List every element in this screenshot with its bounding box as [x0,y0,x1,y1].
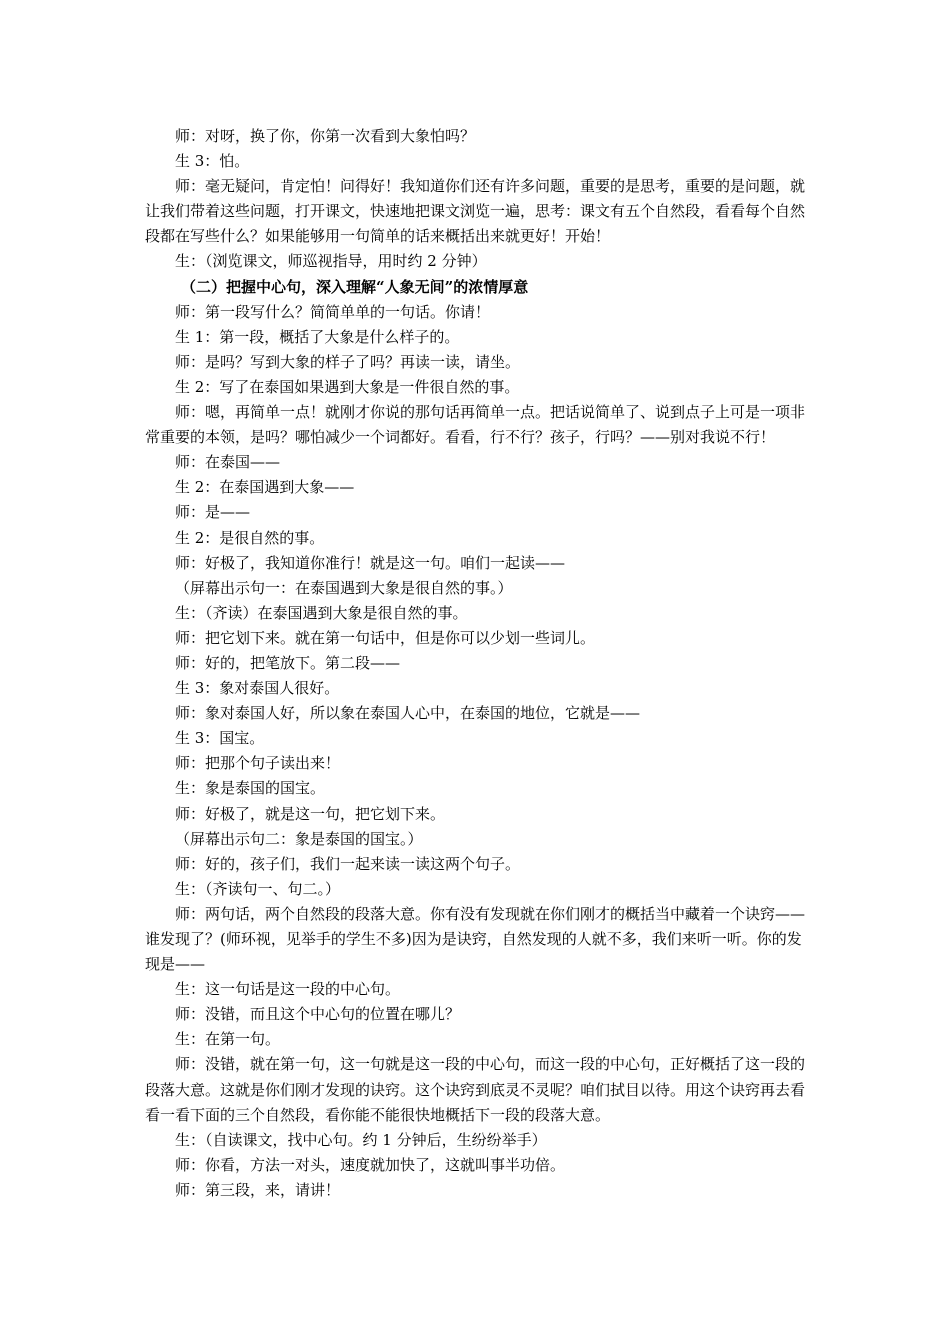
dialogue-paragraph: 师：你看，方法一对头，速度就加快了，这就叫事半功倍。 [175,1155,566,1174]
dialogue-paragraph: 生：（浏览课文，师巡视指导，用时约 2 分钟） [175,252,487,271]
dialogue-paragraph: 师：在泰国—— [175,453,281,472]
dialogue-paragraph: 师：把那个句子读出来！ [175,754,341,773]
dialogue-paragraph: 生：在第一句。 [175,1030,281,1049]
dialogue-paragraph: 生：（齐读句一、句二。） [175,879,341,898]
dialogue-paragraph: 师：是—— [175,503,251,522]
document-body [145,124,810,1203]
dialogue-paragraph: 师：好极了，我知道你准行！就是这一句。咱们一起读—— [175,553,566,572]
dialogue-paragraph: 生 3：国宝。 [175,729,265,748]
dialogue-paragraph: 生 1：第一段，概括了大象是什么样子的。 [175,327,460,346]
dialogue-paragraph: 生 2：写了在泰国如果遇到大象是一件很自然的事。 [175,377,520,396]
dialogue-paragraph: 师：没错，而且这个中心句的位置在哪儿？ [175,1005,461,1024]
dialogue-paragraph: 师：嗯，再简单一点！就刚才你说的那句话再简单一点。把话说简单了、说到点子上可是一项非常重要的本领，是吗？哪怕减少一个词都好。看看，行不行？孩子，行吗？——别对我说不行！ [145,403,806,447]
dialogue-paragraph: 生：象是泰国的国宝。 [175,779,326,798]
dialogue-paragraph: 师：好的，孩子们，我们一起来读一读这两个句子。 [175,854,521,873]
dialogue-paragraph: 师：是吗？写到大象的样子了吗？再读一读，请坐。 [175,352,521,371]
dialogue-paragraph: 生 3：象对泰国人很好。 [175,679,340,698]
dialogue-paragraph: 师：对呀，换了你，你第一次看到大象怕吗？ [175,127,476,145]
dialogue-paragraph: 生 2：是很自然的事。 [175,528,325,547]
dialogue-paragraph: 师：毫无疑问，肯定怕！问得好！我知道你们还有许多问题，重要的是思考，重要的是问题，就让我们带着这些问题，打开课文，快速地把课文浏览一遍，思考：课文有五个自然段，看看每个自然段都在写些什么？如果能够用一句简单的话来概括出来就更好！开始！ [145,177,806,246]
dialogue-paragraph: 生 3：怕。 [175,152,250,171]
dialogue-paragraph: 师：把它划下来。就在第一句话中，但是你可以少划一些词儿。 [175,628,596,647]
dialogue-paragraph: （屏幕出示句一：在泰国遇到大象是很自然的事。） [175,578,513,597]
dialogue-paragraph: （屏幕出示句二：象是泰国的国宝。） [175,829,423,848]
dialogue-paragraph: 师：两句话，两个自然段的段落大意。你有没有发现就在你们刚才的概括当中藏着一个诀窍——谁发现了？(师环视，见举手的学生不多)因为是诀窍，自然发现的人就不多，我们来听一听。你的发现是—— [145,904,806,974]
dialogue-paragraph: 师：第三段，来，请讲！ [175,1180,341,1199]
dialogue-paragraph: 生：这一句话是这一段的中心句。 [175,980,401,999]
section-heading: （二）把握中心句，深入理解“人象无间”的浓情厚意 [181,277,529,296]
dialogue-paragraph: 师：象对泰国人好，所以象在泰国人心中，在泰国的地位，它就是—— [175,704,641,723]
dialogue-paragraph: 师：好的，把笔放下。第二段—— [175,653,401,672]
dialogue-paragraph: 师：没错，就在第一句，这一句就是这一段的中心句，而这一段的中心句，正好概括了这一段的段落大意。这就是你们刚才发现的诀窍。这个诀窍到底灵不灵呢？咱们拭目以待。用这个诀窍再去看看一看下面的三个自然段，看你能不能很快地概括下一段的段落大意。 [145,1055,806,1124]
dialogue-paragraph: 生 2：在泰国遇到大象—— [175,478,355,497]
dialogue-paragraph: 师：第一段写什么？简简单单的一句话。你请！ [175,302,491,321]
dialogue-paragraph: 生：（齐读）在泰国遇到大象是很自然的事。 [175,603,468,622]
dialogue-paragraph: 生：（自读课文，找中心句。约 1 分钟后，生纷纷举手） [175,1130,547,1149]
dialogue-paragraph: 师：好极了，就是这一句，把它划下来。 [175,804,446,823]
